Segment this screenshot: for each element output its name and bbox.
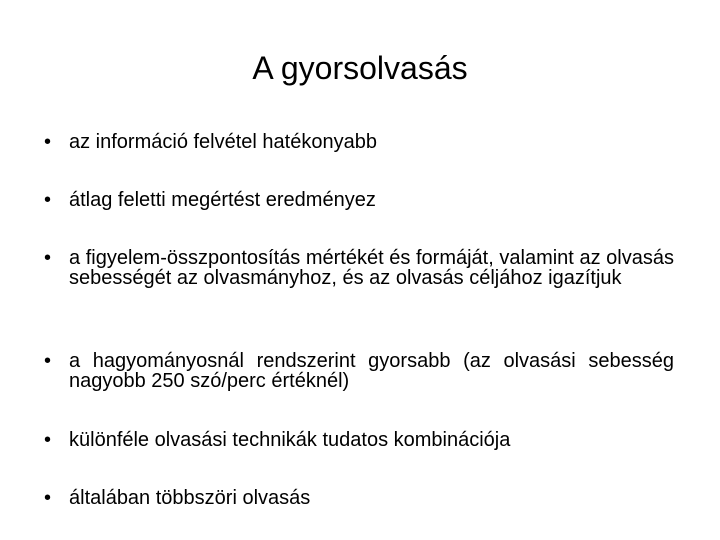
bullet-item	[44, 248, 674, 288]
bullet-item	[44, 190, 674, 210]
bullet-icon: •	[44, 189, 52, 211]
bullet-text: különféle olvasási technikák tudatos kombinációja	[69, 429, 511, 451]
bullet-icon: •	[44, 131, 52, 153]
bullet-text: az információ felvétel hatékonyabb	[69, 131, 377, 153]
bullet-icon: •	[44, 247, 52, 269]
bullet-icon: •	[44, 487, 52, 509]
bullet-text: a hagyományosnál rendszerint gyorsabb (az olvasási sebesség nagyobb 250 szó/perc értéknél)	[69, 350, 674, 392]
slide-title: A gyorsolvasás	[252, 50, 468, 86]
bullet-text: átlag feletti megértést eredményez	[69, 189, 376, 211]
bullet-text: általában többszöri olvasás	[69, 487, 311, 509]
bullet-icon: •	[44, 429, 52, 451]
bullet-item	[44, 351, 674, 391]
bullet-item	[44, 488, 674, 508]
bullet-text: a figyelem-összpontosítás mértékét és formáját, valamint az olvasás sebességét az olvasmányhoz, és az olvasás céljához igazítjuk	[69, 247, 674, 289]
bullet-item	[44, 430, 674, 450]
bullet-item	[44, 132, 674, 152]
bullet-icon: •	[44, 350, 52, 372]
